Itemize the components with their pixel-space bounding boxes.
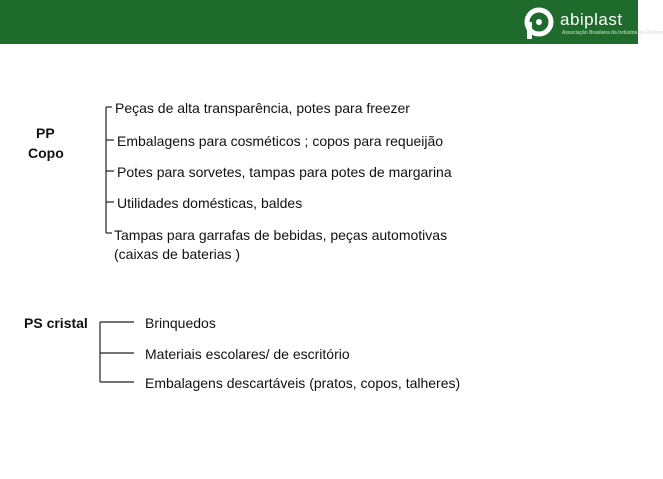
group2-item-1: Brinquedos (145, 315, 216, 331)
group2-item-3: Embalagens descartáveis (pratos, copos, talheres) (145, 375, 461, 391)
group1-title-pp: PP (36, 125, 55, 141)
group2-item-2: Materiais escolares/ de escritório (145, 346, 350, 362)
group2-title: PS cristal (24, 315, 88, 331)
group1-item-3: Potes para sorvetes, tampas para potes de margarina (117, 164, 452, 180)
brand-name: abiplast (560, 10, 623, 29)
group1-item-5-cont: (caixas de baterias ) (114, 246, 241, 262)
group1-item-5: Tampas para garrafas de bebidas, peças automotivas (114, 227, 448, 243)
group1-item-4: Utilidades domésticas, baldes (117, 195, 303, 211)
group1-item-2: Embalagens para cosméticos ; copos para requeijão (117, 133, 444, 149)
group1-item-1: Peças de alta transparência, potes para freezer (115, 100, 410, 116)
group1-title-copo: Copo (28, 145, 64, 161)
brand-tagline: Associação Brasileira da Indústria do Plástico (562, 30, 663, 36)
